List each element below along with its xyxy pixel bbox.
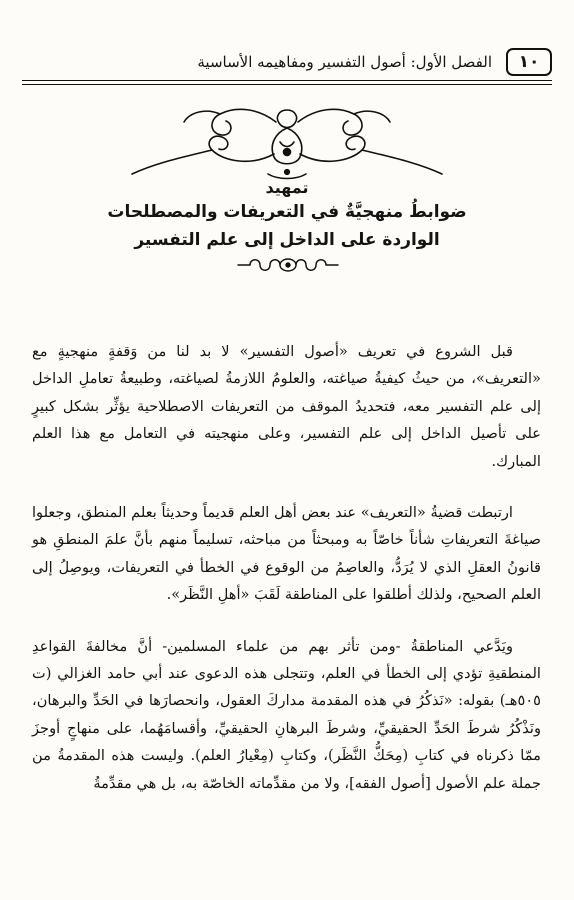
section-title-line-1: ضوابطُ منهجيَّةٌ في التعريفات والمصطلحات <box>107 202 467 222</box>
page-number: ١٠ <box>518 52 540 72</box>
chapter-title: الفصل الأول: أصول التفسير ومفاهيمه الأساسية <box>197 53 492 71</box>
paragraph-1: قبل الشروع في تعريف «أصول التفسير» لا بد لنا من وَقفةٍ منهجيةٍ مع «التعريف»، من حيثُ كيفيةُ صياغته، والعلومُ اللازمةُ لصياغته، وطبيعةُ تعاملِ الداخل إلى علم التفسير معه، فتحديدُ الموقف من التعريفات الاصطلاحية يؤثِّر بشكل كبيرٍ على تأصيل الداخل إلى علم التفسير، وعلى منهجيته في التعامل مع هذا العلم المبارك. <box>32 343 541 470</box>
section-title-line-2: الواردة على الداخل إلى علم التفسير <box>134 230 440 250</box>
body-text <box>32 338 541 797</box>
paragraph-2: ارتبطت قضيةُ «التعريف» عند بعض أهل العلم قديماً وحديثاً بعلم المنطق، وجعلوا صياغةَ التعريفاتِ شأناً خاصّاً به ومبحثاً من مباحثه، تسليماً منهم بأنَّ علمَ المنطقِ هو قانونُ العقلِ الذي لا يُرَدُّ، والعاصِمُ من الوقوع في الخطأ في التعريفات، ويوصِلُ إلى العلم الصحيح، ولذلك أطلقوا على المناطقة لَقَبَ «أهلِ النَّظَر». <box>32 504 541 604</box>
bottom-ornament-icon <box>236 254 340 276</box>
paragraph-3: ويَدَّعي المناطقةُ -ومن تأثر بهم من علماء المسلمين- أنَّ مخالفةَ القواعدِ المنطقيةِ تؤدي إلى الخطأ في العلم، وتتجلى هذه الدعوى عند أبي حامد الغزالي (ت ٥٠٥هـ) بقوله: «نَذكُرُ في هذه المقدمة مداركَ العقول، وانحصارَها في الحَدِّ والبرهان، ونَذْكُرُ شرطَ الحَدِّ الحقيقيِّ، وشرطَ البرهانِ الحقيقيِّ، وأقسامَهُما، على منهاجٍ أوجزَ ممّا ذكرناه في كتابِ (مِحَكُّ النَّظَر)، وكتابِ (مِعْيارُ العلم). وليست هذه المقدمةُ من جملة علم الأصول [أصول الفقه]، ولا من مقدِّماته الخاصّة به، بل هي مقدِّمةُ <box>32 637 541 792</box>
running-header <box>22 44 552 80</box>
header-double-rule <box>22 80 552 85</box>
section-kicker: تمهيد <box>265 178 309 197</box>
top-ornament-icon <box>128 102 446 186</box>
page-number-box <box>506 48 552 76</box>
